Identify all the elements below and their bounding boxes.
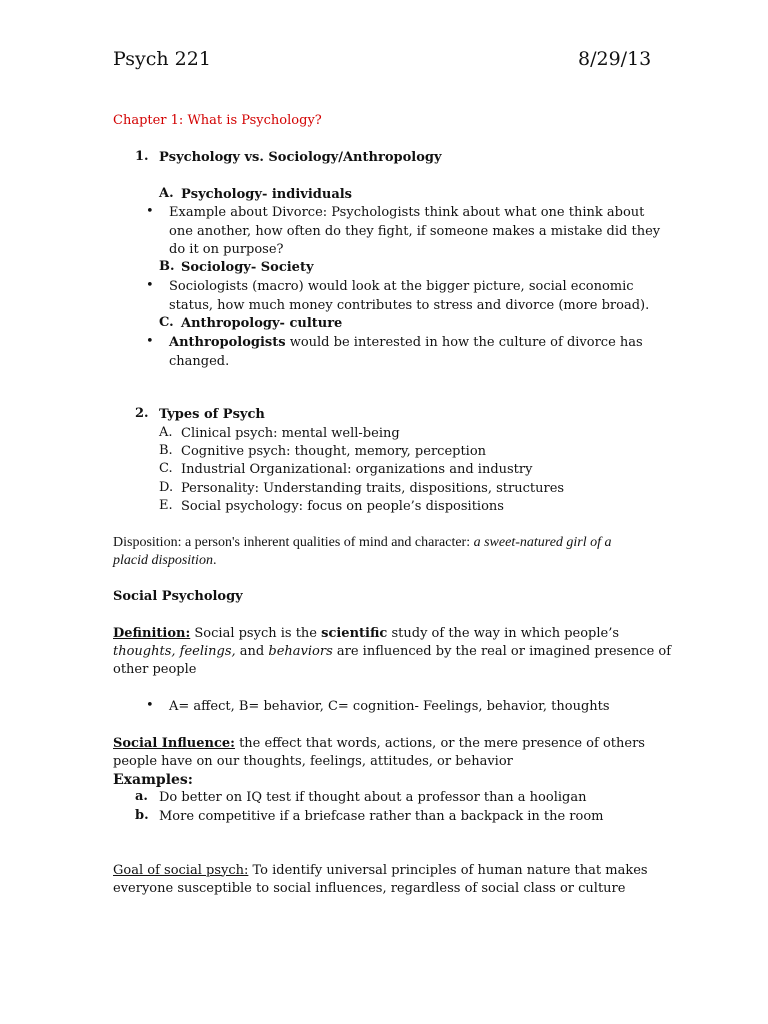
disposition-period: . [212, 553, 217, 568]
example-a-text: Do better on IQ test if thought about a professor than a hooligan [159, 790, 587, 805]
type-e-text: Social psychology: focus on people’s dispositions [181, 498, 504, 514]
definition-part-2: study of the way in which people’s [387, 625, 620, 641]
section-2-title: Types of Psych [159, 407, 265, 422]
type-a-text: Clinical psych: mental well-being [181, 426, 400, 441]
disposition-example-2: placid disposition [113, 553, 213, 568]
section-1-title: Psychology vs. Sociology/Anthropology [159, 150, 442, 165]
disposition-term: Disposition: [113, 535, 182, 550]
examples-label: Examples: [113, 771, 193, 788]
goal-text-1: To identify universal principles of human nature that makes [248, 862, 648, 878]
type-a-label: A. [159, 425, 173, 440]
example-b-label: b. [135, 808, 149, 823]
definition-line-2 [113, 643, 671, 662]
definition-behaviors: behaviors [268, 643, 333, 659]
goal-line-1 [113, 862, 648, 881]
disposition-example-1: a sweet-natured girl of a [473, 535, 612, 550]
anthropology-rest: would be interested in how the culture of divorce has [285, 335, 643, 350]
item-c-label: C. [159, 315, 174, 330]
sociology-line-2: status, how much money contributes to stress and divorce (more broad). [169, 297, 650, 313]
social-influence-def-1: the effect that words, actions, or the mere presence of others [234, 735, 645, 751]
bullet-icon: • [146, 334, 154, 349]
definition-and: and [235, 643, 269, 659]
item-a-label: A. [159, 186, 174, 201]
anthropology-line-1 [169, 334, 655, 353]
sociology-line-1: Sociologists (macro) would look at the bigger picture, social economic [169, 279, 634, 294]
type-d-text: Personality: Understanding traits, dispositions, structures [181, 480, 565, 496]
definition-line-3: other people [113, 662, 197, 677]
bullet-icon: • [146, 204, 154, 219]
anthropology-line-2: changed. [169, 353, 230, 369]
definition-scientific: scientific [321, 625, 388, 641]
social-psychology-heading: Social Psychology [113, 589, 243, 604]
type-e-label: E. [159, 497, 173, 513]
disposition-line-1 [113, 533, 612, 552]
divorce-example-line-3: do it on purpose? [169, 242, 284, 257]
definition-label: Definition: [113, 625, 191, 641]
abc-bullet-text: A= affect, B= behavior, C= cognition- Feelings, behavior, thoughts [169, 699, 610, 714]
disposition-definition: a person's inherent qualities of mind and character: [181, 535, 474, 550]
definition-part-3: are influenced by the real or imagined presence of [332, 643, 672, 659]
definition-part-1: Social psych is the [190, 625, 322, 641]
social-influence-label: Social Influence: [113, 735, 235, 751]
date: 8/29/13 [578, 48, 652, 70]
disposition-line-2 [113, 551, 216, 570]
divorce-example-line-1: Example about Divorce: Psychologists think about what one think about [169, 205, 645, 220]
example-a-label: a. [135, 789, 148, 804]
social-influence-line-1 [113, 735, 645, 754]
divorce-example-line-2: one another, how often do they fight, if someone makes a mistake did they [169, 223, 661, 239]
course-title: Psych 221 [113, 48, 211, 70]
anthropologists-word: Anthropologists [169, 335, 286, 350]
item-b-title: Sociology- Society [181, 260, 314, 275]
section-1-number: 1. [135, 149, 149, 164]
section-2-number: 2. [135, 406, 149, 421]
definition-line-1 [113, 625, 619, 644]
bullet-icon: • [146, 698, 154, 713]
type-c-label: C. [159, 461, 173, 476]
bullet-icon: • [146, 278, 154, 293]
definition-thoughts-feelings: thoughts, feelings, [113, 643, 236, 659]
type-d-label: D. [159, 479, 174, 495]
item-a-title: Psychology- individuals [181, 187, 352, 202]
social-influence-line-2: people have on our thoughts, feelings, attitudes, or behavior [113, 754, 513, 769]
item-c-title: Anthropology- culture [181, 316, 343, 331]
chapter-title: Chapter 1: What is Psychology? [113, 113, 322, 128]
type-b-text: Cognitive psych: thought, memory, perception [181, 444, 487, 459]
type-b-label: B. [159, 443, 173, 458]
goal-label: Goal of social psych: [113, 862, 249, 878]
goal-line-2: everyone susceptible to social influences, regardless of social class or culture [113, 881, 626, 896]
type-c-text: Industrial Organizational: organizations and industry [181, 462, 533, 477]
item-b-label: B. [159, 259, 175, 274]
example-b-text: More competitive if a briefcase rather than a backpack in the room [159, 809, 604, 824]
